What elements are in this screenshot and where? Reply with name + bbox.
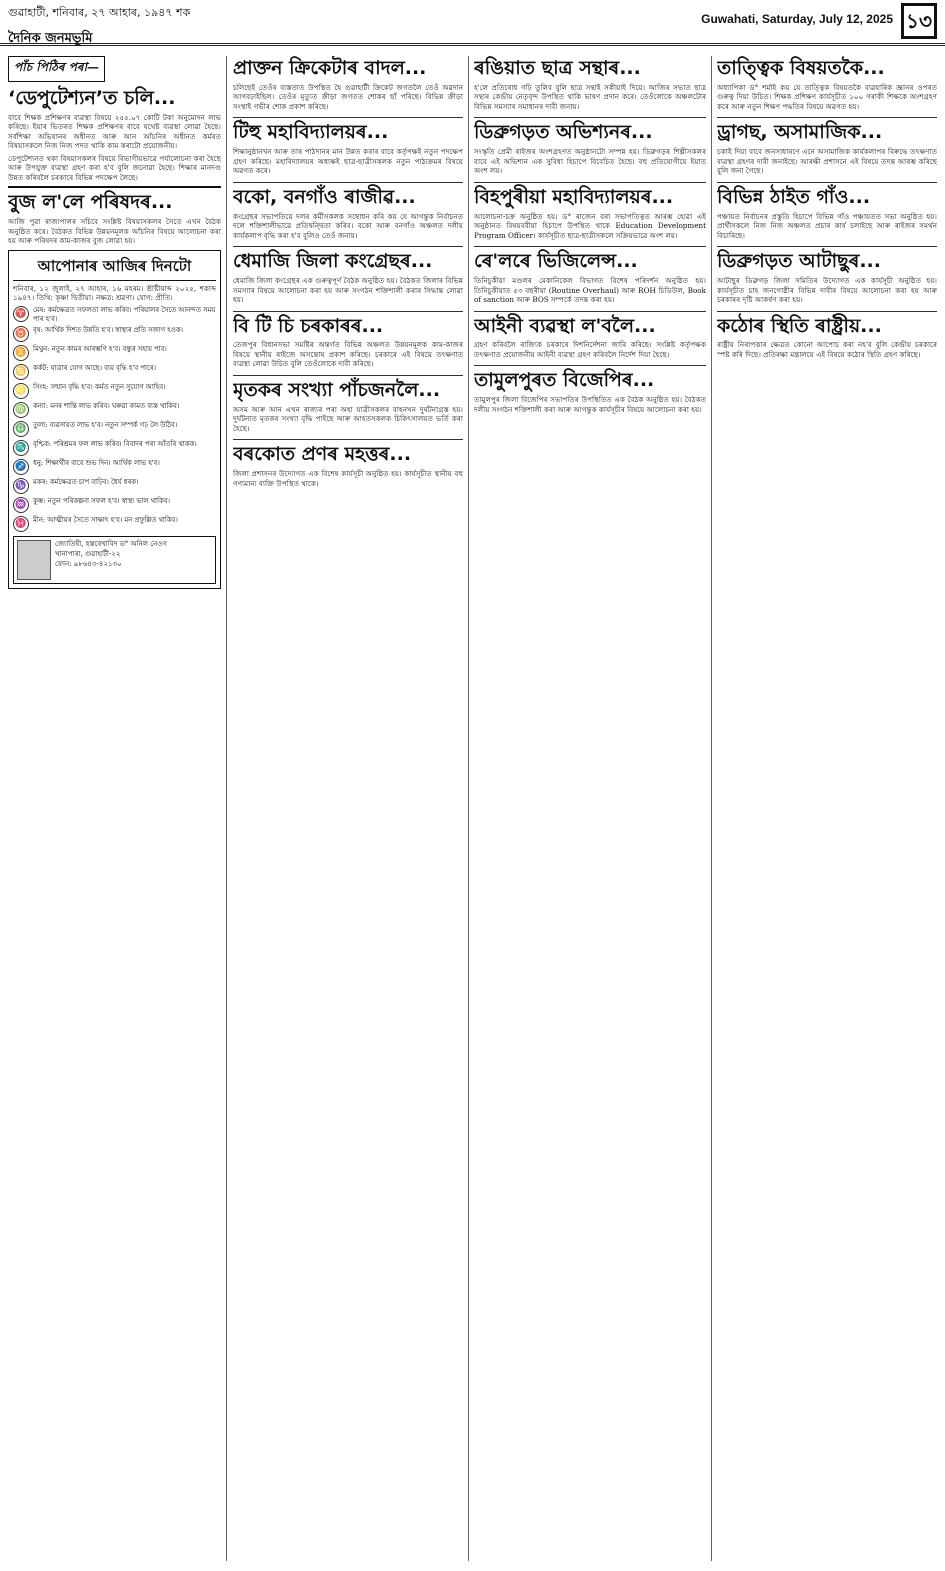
article-text: তিনিচুকীয়া মণ্ডলৰ মেকানিকেল বিভাগত বিশেষ পৰিদৰ্শন অনুষ্ঠিত হয়। তিনিচুকীয়াত ৫৩ বছৰীয়া (Routine Overhaul) আৰু ROH চিডিউল, Book of sanction আৰু BOS সম্পৰ্কে তদন্ত কৰা হয়।: [474, 276, 706, 305]
zodiac-icon: ♏: [13, 440, 29, 456]
astrologer-name: জ্যোতিষী, হস্তৰেখাবিদ ড° অনিল নেওগ: [55, 540, 167, 549]
article-text: অধ্যাপিকা ড° শৰ্মাই কয় যে তাত্ত্বিক বিষয়তকৈ ব্যৱহাৰিক জ্ঞানৰ ওপৰত গুৰুত্ব দিয়া উচিত। শিক্ষক প্ৰশিক্ষণ কাৰ্যসূচীত ১০০ গৰাকী শিক্ষকে অংশগ্ৰহণ কৰে আৰু নতুন শিক্ষণ পদ্ধতিৰ বিষয়ে অৱগত হয়।: [717, 82, 937, 111]
rashi-item: [13, 345, 216, 361]
article-text: পঞ্চায়ত নিৰ্বাচনৰ প্ৰস্তুতি হিচাপে বিভিন্ন গাঁও পঞ্চায়তত সভা অনুষ্ঠিত হয়। প্ৰাৰ্থীসকলে নিজ নিজ অঞ্চলত প্ৰচাৰ কাৰ্য চলাইছে আৰু ৰাইজৰ সমৰ্থন বিচাৰিছে।: [717, 211, 937, 240]
article-text: তেজপুৰ বিধানসভা সমষ্টিৰ অন্তৰ্গত বিভিন্ন অঞ্চলত উন্নয়নমূলক কাম-কাজৰ বিষয়ে স্থানীয় ৰাইজে অসন্তোষ প্ৰকাশ কৰিছে। চৰকাৰে এই বিষয়ে তৎক্ষণাত ব্যৱস্থা লোৱা উচিত বুলি তেওঁলোকে দাবী কৰিছে।: [233, 340, 463, 369]
headline-strict-stance[interactable]: কঠোৰ স্থিতি ৰাষ্ট্ৰীয়...: [717, 314, 882, 337]
rashi-item: [13, 326, 216, 342]
headline-theoretical[interactable]: তাত্ত্বিক বিষয়তকৈ...: [717, 57, 885, 79]
column-divider: [711, 56, 712, 1561]
rashi-item: [13, 383, 216, 399]
rashi-text: কৰ্কট: যাত্ৰাৰ যোগ আছে। ব্যয় বৃদ্ধি হ'ব পাৰে।: [33, 364, 156, 373]
article-text: চলিছেই তেওঁৰ ব্যস্ততাত উপস্থিত হৈ গুৱাহাটী ক্ৰিকেট জগতলৈ তেওঁ অৱদান আগবঢ়াইছিল। তেওঁৰ মৃত্যুত ক্ৰীড়া জগতত শোকৰ ছাঁ পৰিছে। বিভিন্ন ক্ৰীড়া সংস্থাই গভীৰ শোক প্ৰকাশ কৰিছে।: [233, 82, 463, 111]
divider: [233, 375, 463, 376]
article-text: আজি পুৱা ৰাজ্যপালৰ সচিবে সংশ্লিষ্ট বিষয়াসকলৰ সৈতে এখন বৈঠক অনুষ্ঠিত কৰে। বৈঠকত বিভিন্ন উন্নয়নমূলক আঁচনিৰ বিষয়ে আলোচনা কৰা হয় আৰু পৰিষদৰ কাম-কাজৰ বুজ লোৱা হয়।: [8, 217, 221, 246]
divider: [233, 182, 463, 183]
rashi-text: বৃষ: আৰ্থিক দিশত উন্নতি হ'ব। স্বাস্থ্যৰ প্ৰতি সজাগ হওক।: [33, 326, 183, 335]
rashi-item: [13, 440, 216, 456]
zodiac-icon: ♊: [13, 345, 29, 361]
rashi-item: [13, 516, 216, 532]
article-text: তামুলপুৰ জিলা বিজেপিৰ সভাপতিৰ উপস্থিতিত এক বৈঠক অনুষ্ঠিত হয়। বৈঠকত দলীয় সংগঠন শক্তিশালী কৰা আৰু আগন্তুক কাৰ্যসূচীৰ বিষয়ে আলোচনা কৰা হয়।: [474, 395, 706, 414]
article-text: হ'লে প্ৰতিৰোধ গঢ়ি তুলিব বুলি ছাত্ৰ সন্থাই সকীয়াই দিয়ে। আজিৰ সভাত ছাত্ৰ সন্থাৰ কেন্দ্ৰীয় নেতৃবৃন্দ উপস্থিত থাকি ভাষণ প্ৰদান কৰে। তেওঁলোকে অঞ্চলটোৰ বিভিন্ন সমস্যাৰ সমাধানৰ দাবী জনায়।: [474, 82, 706, 111]
article-text: আলোচনা-চক্ৰ অনুষ্ঠিত হয়। ড° ৰাজেন বৰা সভাপতিত্বত আৰম্ভ হোৱা এই অনুষ্ঠানত বিষয়ববীয়া হিচাপে উপস্থিত থাকে Education Development Program Officer। কাৰ্যসূচীত ছাত্ৰ-ছাত্ৰীসকলে সক্ৰিয়ভাৱে অংশ লয়।: [474, 211, 706, 240]
divider: [474, 365, 706, 366]
horoscope-title: আপোনাৰ আজিৰ দিনটো: [13, 255, 216, 281]
headline-rangia-students[interactable]: ৰঙিয়াত ছাত্ৰ সন্থাৰ...: [474, 57, 641, 79]
rashi-item: [13, 421, 216, 437]
headline-dhemaji-congress[interactable]: ধেমাজি জিলা কংগ্ৰেছৰ...: [233, 250, 433, 273]
column-3: [474, 56, 706, 1566]
column-1: [8, 56, 221, 1566]
rashi-text: তুলা: ব্যৱসায়ত লাভ হ'ব। নতুন সম্পৰ্ক গঢ় লৈ উঠিব।: [33, 421, 178, 430]
rashi-item: [13, 364, 216, 380]
divider: [717, 246, 937, 247]
divider: [474, 311, 706, 312]
zodiac-icon: ♑: [13, 478, 29, 494]
rashi-item: [13, 478, 216, 494]
headline-dibrugarh-atasu[interactable]: ডিব্ৰুগড়ত আটাছুৰ...: [717, 250, 881, 273]
article-text: কংগ্ৰেছৰ সভাপতিয়ে দলৰ কৰ্মীসকলক সম্বোধন কৰি কয় যে আগন্তুক নিৰ্বাচনত দলে শক্তিশালীভাৱে প্ৰতিদ্বন্দ্বিতা কৰিব। বকো আৰু বনগাঁও অঞ্চলত দলীয় কাৰ্যকলাপ বৃদ্ধি কৰা হ'ব বুলিও তেওঁ জনায়।: [233, 211, 463, 240]
article-text: শিক্ষানুষ্ঠানখন আৰু তাৰ পাঠদানৰ মান উন্নত কৰাৰ বাবে কৰ্তৃপক্ষই নতুন পদক্ষেপ গ্ৰহণ কৰিছে। মহাবিদ্যালয়ৰ অধ্যক্ষই ছাত্ৰ-ছাত্ৰীসকলক নতুন পাঠ্যক্ৰমৰ বিষয়ে অৱগত কৰে।: [233, 147, 463, 176]
headline-dibrugarh-audition[interactable]: ডিব্ৰুগড়ত অভিশ্যনৰ...: [474, 121, 653, 144]
page-number: ১৩: [901, 3, 937, 39]
headline-deputation[interactable]: ‘ডেপুটেশ্যন’ত চলি...: [8, 87, 176, 109]
column-divider: [468, 56, 469, 1561]
rashi-text: বৃশ্চিক: পৰিশ্ৰমৰ ফল লাভ কৰিব। বিবাদৰ পৰা আঁতৰি থাকক।: [33, 440, 197, 449]
column-divider: [226, 56, 227, 1561]
horoscope-box: [8, 250, 221, 590]
zodiac-icon: ♎: [13, 421, 29, 437]
article-text: চকাই দিয়া বাবে জনসাধাৰণে এনে অসামাজিক কাৰ্যকলাপৰ বিৰুদ্ধে তৎক্ষণাত ব্যৱস্থা গ্ৰহণৰ দাবী জনাইছে। আৰক্ষী প্ৰশাসনে এই বিষয়ে তদন্ত আৰম্ভ কৰিছে বুলি জনা গৈছে।: [717, 147, 937, 176]
headline-tamulpur-bjp[interactable]: তামুলপুৰত বিজেপিৰ...: [474, 369, 655, 392]
zodiac-icon: ♐: [13, 459, 29, 475]
article-text: সংস্কৃতি প্ৰেমী ৰাইজৰ অংশগ্ৰহণত অনুষ্ঠানটো সম্পন্ন হয়। ডিব্ৰুগড়ৰ শিল্পীসকলৰ বাবে এই অভিশ্যন এক সুবিধা হিচাপে বিবেচিত হৈছে। বহু প্ৰতিযোগীয়ে ইয়াত অংশ লয়।: [474, 147, 706, 176]
article-text: ধেমাজি জিলা কংগ্ৰেছৰ এক গুৰুত্বপূৰ্ণ বৈঠক অনুষ্ঠিত হয়। বৈঠকত জিলাৰ বিভিন্ন সমস্যাৰ বিষয়ে আলোচনা কৰা হয় আৰু সংগঠন শক্তিশালী কৰাৰ সিদ্ধান্ত লোৱা হয়।: [233, 276, 463, 305]
zodiac-icon: ♋: [13, 364, 29, 380]
article-text: ডেপুটেশ্যনত থকা বিষয়াসকলৰ বিষয়ে বিভাগীয়ভাৱে পৰ্যালোচনা কৰা হৈছে আৰু উপযুক্ত ব্যৱস্থা গ্ৰহণ কৰা হ'ব বুলি জনোৱা হৈছে। শিক্ষাৰ মানদণ্ড উন্নত কৰিবলৈ চৰকাৰে বিভিন্ন পদক্ষেপ লৈছে।: [8, 153, 221, 182]
astrologer-address: খানাপাৰা, গুৱাহাটী-২২: [55, 550, 121, 559]
headline-legal-action[interactable]: আইনী ব্যৱস্থা ল'বলৈ...: [474, 314, 656, 337]
divider: [717, 311, 937, 312]
page-header: [0, 0, 945, 46]
header-left: [8, 4, 190, 50]
zodiac-icon: ♓: [13, 516, 29, 532]
headline-railway-vigilance[interactable]: ৰে'লৰে ভিজিলেন্স...: [474, 250, 638, 273]
divider: [474, 182, 706, 183]
rashi-item: [13, 497, 216, 513]
article-text: আটাছুৰ ডিব্ৰুগড় জিলা সমিতিৰ উদ্যোগত এক কাৰ্যসূচী অনুষ্ঠিত হয়। কাৰ্যসূচীত চাহ জনগোষ্ঠীৰ বিভিন্ন দাবীৰ বিষয়ে আলোচনা কৰা হয় আৰু চৰকাৰৰ দৃষ্টি আকৰ্ষণ কৰা হয়।: [717, 276, 937, 305]
headline-village-panchayat[interactable]: বিভিন্ন ঠাইত গাঁও...: [717, 185, 871, 208]
headline-tihu-college[interactable]: টিহু মহাবিদ্যালয়ৰ...: [233, 121, 389, 144]
rashi-text: মিথুন: নতুন কামৰ আৰম্ভণি হ'ব। বন্ধুৰ সহায় পাব।: [33, 345, 167, 354]
rashi-item: [13, 402, 216, 418]
divider: [233, 117, 463, 118]
divider: [233, 311, 463, 312]
rashi-text: মেষ: কৰ্মক্ষেত্ৰত সফলতা লাভ কৰিব। পৰিয়ালৰ সৈতে আনন্দত সময় পাৰ হ'ব।: [33, 305, 216, 323]
headline-death-toll[interactable]: মৃতকৰ সংখ্যা পাঁচজনলৈ...: [233, 378, 441, 401]
zodiac-icon: ♒: [13, 497, 29, 513]
article-text: জিলা প্ৰশাসনৰ উদ্যোগত এক বিশেষ কাৰ্যসূচী অনুষ্ঠিত হয়। কাৰ্যসূচীত স্থানীয় বহু গণ্যমান্য ব্যক্তি উপস্থিত থাকে।: [233, 469, 463, 488]
headline-borkot[interactable]: বৰকোত প্ৰণৰ মহত্তৰ...: [233, 443, 412, 466]
rashi-item: [13, 459, 216, 475]
article-text: বাবে শিক্ষক প্ৰশিক্ষণৰ ব্যৱস্থা বিষয়ে ২৫৫.০৭ কোটি টকা অনুমোদন লাভ কৰিছে। ইয়াৰ ভিতৰত শিক্ষক প্ৰশিক্ষণৰ বাবে যথেষ্ট ব্যৱস্থা লোৱা হৈছে। সৰ্বশিক্ষা অভিযানৰ অধীনত আৰু আন আঁচনিৰ অধীনত কৰ্মৰত বিষয়াসকলে নিজ নিজ পদত থাকি কাম কৰাটো প্ৰয়োজনীয়।: [8, 112, 221, 151]
divider: [717, 182, 937, 183]
rashi-text: কন্যা: মনৰ শান্তি লাভ কৰিব। ঘৰুৱা কামত ব্যস্ত থাকিব।: [33, 402, 180, 411]
headline-bihpuria-college[interactable]: বিহপুৰীয়া মহাবিদ্যালয়ৰ...: [474, 185, 674, 208]
divider: [717, 117, 937, 118]
headline-boko-bongaon[interactable]: বকো, বনগাঁও ৰাজীৱ...: [233, 185, 416, 208]
article-text: গ্ৰহণ কৰিবলৈ ৰাজ্যিক চৰকাৰে দিশনিৰ্দেশনা জাৰি কৰিছে। সংশ্লিষ্ট কৰ্তৃপক্ষক তৎক্ষণাত প্ৰয়োজনীয় আইনী ব্যৱস্থা গ্ৰহণ কৰিবলৈ নিৰ্দেশ দিয়া হৈছে।: [474, 340, 706, 359]
divider: [233, 246, 463, 247]
astrologer-phone: ফোন: ৯৮৬৪৩-৪২১৩০: [55, 560, 122, 569]
rashi-list: [13, 306, 216, 533]
rashi-text: কুম্ভ: নতুন পৰিকল্পনা সফল হ'ব। স্বাস্থ্য ভাল থাকিব।: [33, 497, 170, 506]
rashi-text: মকৰ: কৰ্মক্ষেত্ৰত চাপ বাঢ়িব। ধৈৰ্য ধৰক।: [33, 478, 139, 487]
divider: [474, 117, 706, 118]
column-2: [233, 56, 463, 1566]
rashi-text: ধনু: শিক্ষাৰ্থীৰ বাবে শুভ দিন। আৰ্থিক লাভ হ'ব।: [33, 459, 160, 468]
headline-council[interactable]: বুজ ল'লে পৰিষদৰ...: [8, 191, 173, 214]
divider: [8, 186, 221, 188]
divider: [233, 439, 463, 440]
rashi-text: সিংহ: সন্মান বৃদ্ধি হ'ব। কৰ্মত নতুন সুযোগ আহিব।: [33, 383, 166, 392]
horoscope-intro: শনিবাৰ, ১২ জুলাই, ২৭ আহাৰ, ১৬ মহৰম। শ্ৰীষ্টীয়াব্দ ২০২৫, শকাব্দ ১৯৪৭। তিথি: কৃষ্ণা দ্বিতীয়া। নক্ষত্ৰ: শ্ৰৱণা। যোগ: প্ৰীতি।: [13, 283, 216, 303]
astrologer-ad: [13, 536, 216, 584]
continued-kicker: পাঁচ পিঠিৰ পৰা—: [8, 56, 105, 82]
astrologer-photo: [17, 540, 51, 580]
column-4: [717, 56, 937, 1566]
rashi-item: [13, 306, 216, 324]
headline-drugs-antisocial[interactable]: ড্ৰাগছ, অসামাজিক...: [717, 121, 883, 144]
rashi-text: মীন: আত্মীয়ৰ সৈতে সাক্ষাৎ হ'ব। মন প্ৰফুল্লিত থাকিব।: [33, 516, 178, 525]
headline-cricketer[interactable]: প্ৰাক্তন ক্ৰিকেটাৰ বাদল...: [233, 57, 427, 79]
header-date-english: Guwahati, Saturday, July 12, 2025: [701, 12, 893, 26]
zodiac-icon: ♈: [13, 306, 29, 322]
newspaper-name: দৈনিক জনমভূমি: [8, 31, 93, 46]
header-date-local: গুৱাহাটী, শনিবাৰ, ২৭ আহাৰ, ১৯৪৭ শক: [8, 6, 191, 19]
zodiac-icon: ♍: [13, 402, 29, 418]
article-text: অসম আৰু আন এখন ৰাজ্যৰ পৰা অহা যাত্ৰীসকলৰ বাহনখন দুৰ্ঘটনাগ্ৰস্ত হয়। দুৰ্ঘটনাত মৃতকৰ সংখ্যা বৃদ্ধি পাইছে আৰু আহতসকলক চিকিৎসালয়ত ভৰ্তি কৰা হৈছে।: [233, 404, 463, 433]
article-text: ৰাষ্ট্ৰীয় নিৰাপত্তাৰ ক্ষেত্ৰত কোনো আপোচ কৰা নহ'ব বুলি কেন্দ্ৰীয় চৰকাৰে স্পষ্ট কৰি দিছে। প্ৰতিৰক্ষা মন্ত্ৰালয়ে এই বিষয়ে কঠোৰ স্থিতি গ্ৰহণ কৰিছে।: [717, 340, 937, 359]
zodiac-icon: ♌: [13, 383, 29, 399]
zodiac-icon: ♉: [13, 326, 29, 342]
divider: [474, 246, 706, 247]
headline-btc-government[interactable]: বি টি চি চৰকাৰৰ...: [233, 314, 384, 337]
